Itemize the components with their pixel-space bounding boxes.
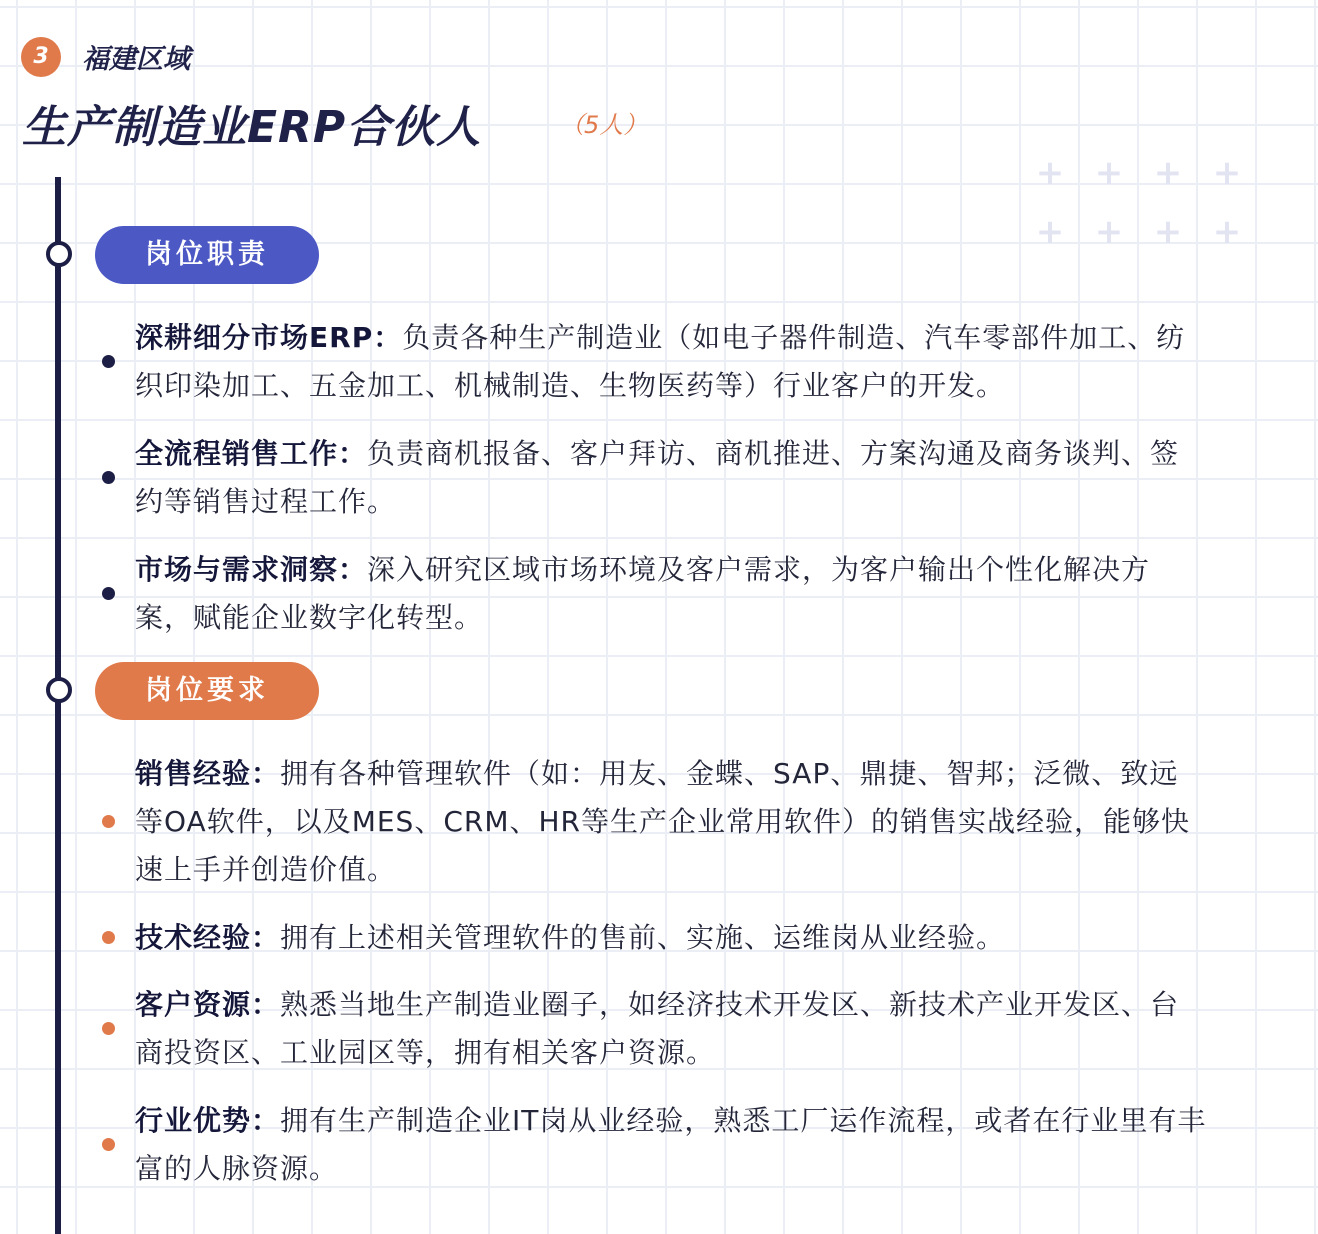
item-text: 拥有上述相关管理软件的售前、实施、运维岗从业经验。	[280, 921, 1006, 954]
bullet-icon	[102, 1138, 115, 1151]
list-item	[135, 981, 1207, 1077]
item-text: 拥有各种管理软件（如：用友、金蝶、SAP、鼎捷、智邦；泛微、致远等OA软件，以及MES、CRM、HR等生产企业常用软件）的销售实战经验，能够快速上手并创造价值。	[135, 757, 1191, 886]
region-label: 福建区域	[82, 44, 190, 75]
item-text: 深入研究区域市场环境及客户需求，为客户输出个性化解决方案，赋能企业数字化转型。	[135, 553, 1151, 634]
item-term: 深耕细分市场ERP：	[135, 321, 403, 354]
section-number-badge: 3	[21, 37, 61, 77]
item-term: 全流程销售工作：	[135, 437, 368, 470]
list-item	[135, 546, 1207, 642]
item-text: 拥有生产制造企业IT岗从业经验，熟悉工厂运作流程，或者在行业里有丰富的人脉资源。	[135, 1104, 1207, 1185]
section-label-requirements: 岗位要求	[95, 662, 319, 720]
item-term: 行业优势：	[135, 1104, 281, 1137]
list-item	[135, 314, 1207, 410]
item-term: 销售经验：	[135, 757, 281, 790]
bullet-icon	[102, 1022, 115, 1035]
plus-icon: +	[1094, 153, 1124, 193]
headcount-label: （5人）	[560, 111, 648, 139]
bullet-icon	[102, 931, 115, 944]
plus-icon: +	[1212, 212, 1242, 252]
list-item	[135, 1097, 1207, 1193]
bullet-icon	[102, 815, 115, 828]
section-label-duties: 岗位职责	[95, 226, 319, 284]
plus-decoration	[1034, 153, 1244, 257]
plus-icon: +	[1094, 212, 1124, 252]
bullet-icon	[102, 355, 115, 368]
plus-icon: +	[1035, 153, 1065, 193]
list-item	[135, 914, 1207, 962]
timeline-line	[55, 177, 61, 1234]
item-text: 熟悉当地生产制造业圈子，如经济技术开发区、新技术产业开发区、台商投资区、工业园区等，拥有相关客户资源。	[135, 988, 1180, 1069]
plus-icon: +	[1212, 153, 1242, 193]
item-term: 客户资源：	[135, 988, 281, 1021]
plus-icon: +	[1153, 212, 1183, 252]
page-title: 生产制造业ERP合伙人	[22, 102, 482, 153]
timeline-node	[46, 677, 72, 703]
bullet-icon	[102, 471, 115, 484]
item-text: 负责各种生产制造业（如电子器件制造、汽车零部件加工、纺织印染加工、五金加工、机械制造、生物医药等）行业客户的开发。	[135, 321, 1186, 402]
item-term: 技术经验：	[135, 921, 281, 954]
timeline-node	[46, 241, 72, 267]
plus-icon: +	[1153, 153, 1183, 193]
list-item	[135, 750, 1207, 894]
item-term: 市场与需求洞察：	[135, 553, 368, 586]
list-item	[135, 430, 1207, 526]
item-text: 负责商机报备、客户拜访、商机推进、方案沟通及商务谈判、签约等销售过程工作。	[135, 437, 1180, 518]
plus-icon: +	[1035, 212, 1065, 252]
bullet-icon	[102, 587, 115, 600]
